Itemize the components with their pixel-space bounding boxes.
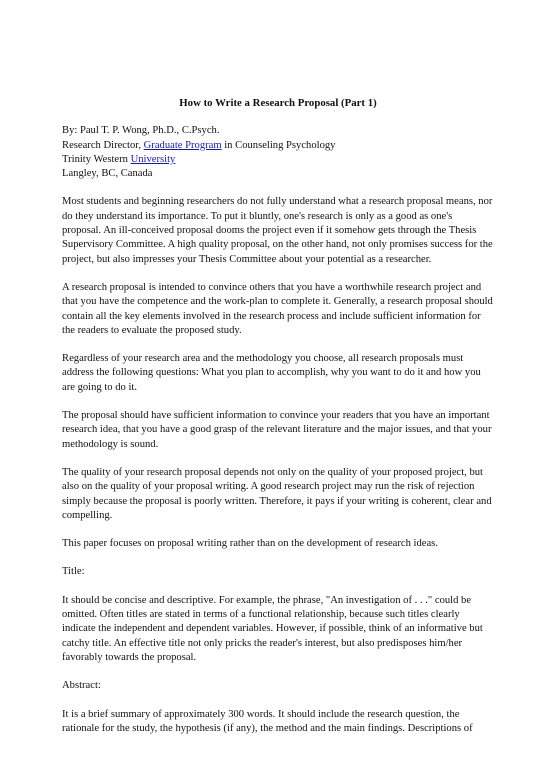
- paragraph-quality: The quality of your research proposal depends not only on the quality of your proposed project, but also on the quality of your proposal writing. A good research project may run the risk of rejection simply because the proposal is poorly written. Therefore, it pays if your writing is coherent, clear and compelling.: [62, 466, 492, 521]
- author-university: [62, 153, 494, 167]
- author-role: [62, 139, 494, 153]
- university-prefix: Trinity Western: [62, 153, 131, 165]
- section-heading-abstract: Abstract:: [62, 680, 101, 692]
- author-line: By: Paul T. P. Wong, Ph.D., C.Psych.: [62, 125, 220, 137]
- paragraph-focus: This paper focuses on proposal writing rather than on the development of research ideas.: [62, 538, 438, 550]
- role-prefix: Research Director,: [62, 139, 144, 151]
- author-block: [62, 124, 494, 181]
- role-suffix: in Counseling Psychology: [221, 139, 336, 151]
- paragraph-title-section: It should be concise and descriptive. For example, the phrase, "An investigation of . . ." could be omitted. Often titles are stated in terms of a functional relationship, because such titles clearly indicate the independent and dependent variables. However, if possible, think of an informative but catchy title. An effective title not only pricks the reader's interest, but also predisposes him/her favorably towards the proposal.: [62, 594, 483, 663]
- paragraph-intro: Most students and beginning researchers do not fully understand what a research proposal means, nor do they understand its importance. To put it bluntly, one's research is only as a good as one's proposal. An ill-conceived proposal dooms the project even if it somehow gets through the Thesis Supervisory Committee. A high quality proposal, on the other hand, not only promises success for the project, but also impresses your Thesis Committee about your potential as a researcher.: [62, 196, 493, 265]
- section-heading-title: Title:: [62, 566, 85, 578]
- author-location: Langley, BC, Canada: [62, 168, 153, 180]
- document-body: [62, 96, 494, 750]
- university-link[interactable]: University: [130, 153, 176, 165]
- paragraph-questions: Regardless of your research area and the methodology you choose, all research proposals must address the following questions: What you plan to accomplish, why you want to do it and how you are going to do it.: [62, 353, 481, 393]
- graduate-program-link[interactable]: Graduate Program: [143, 139, 222, 151]
- paragraph-purpose: A research proposal is intended to convince others that you have a worthwhile research project and that you have the competence and the work-plan to complete it. Generally, a research proposal should contain all the key elements involved in the research process and include sufficient information for the readers to evaluate the proposed study.: [62, 281, 493, 336]
- paragraph-sufficient-info: The proposal should have sufficient information to convince your readers that you have an important research idea, that you have a good grasp of the relevant literature and the major issues, and that your methodology is sound.: [62, 410, 492, 450]
- paragraph-abstract-section: It is a brief summary of approximately 300 words. It should include the research question, the rationale for the study, the hypothesis (if any), the method and the main findings. Descriptions of: [62, 708, 473, 734]
- document-title: How to Write a Research Proposal (Part 1): [179, 97, 377, 109]
